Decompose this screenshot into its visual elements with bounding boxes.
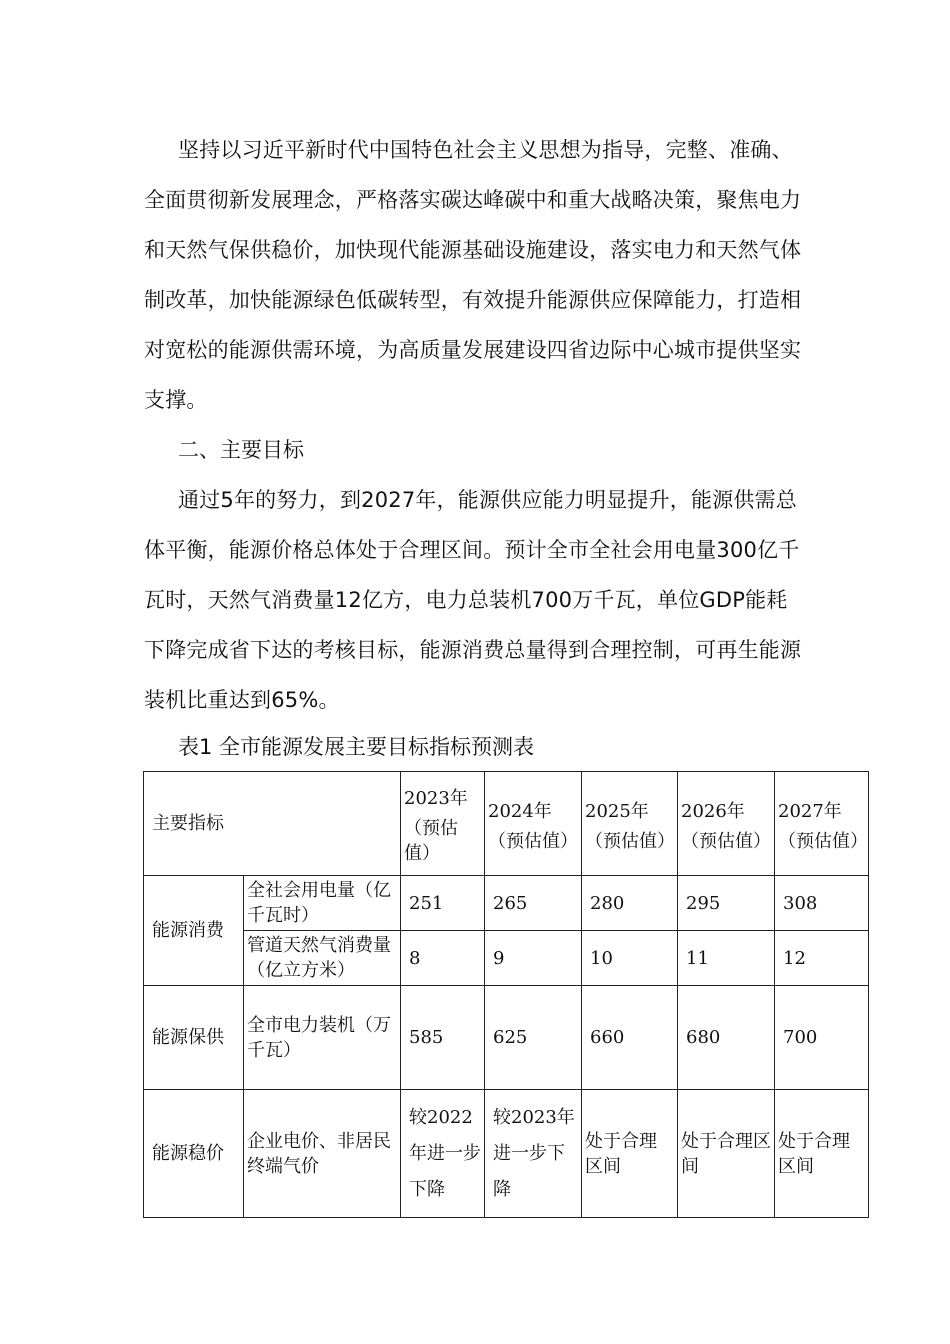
value-cell: 处于合理区间 [775,1090,869,1218]
year-label: 2024年 [488,800,552,822]
value-cell: 680 [678,986,775,1090]
value-cell: 660 [582,986,678,1090]
estimate-label: （预估值） [585,830,675,852]
table-row-gas [144,931,869,986]
estimate-label: （预估值） [488,830,578,852]
row-label-capacity: 全市电力装机（万千瓦） [244,986,401,1090]
value-cell: 12 [775,931,869,986]
category-energy-supply: 能源保供 [144,986,244,1090]
value-cell: 700 [775,986,869,1090]
value-cell: 较2023年进一步下降 [485,1090,582,1218]
header-year-2024 [485,772,582,876]
row-label-electricity: 全社会用电量（亿千瓦时） [244,876,401,931]
year-label: 2027年 [778,800,842,822]
value-cell: 10 [582,931,678,986]
value-cell: 较2022年进一步下降 [401,1090,485,1218]
value-cell: 295 [678,876,775,931]
table-caption: 表1 全市能源发展主要目标指标预测表 [178,735,535,759]
value-cell: 265 [485,876,582,931]
value-cell: 11 [678,931,775,986]
value-cell: 280 [582,876,678,931]
row-label-price: 企业电价、非居民终端气价 [244,1090,401,1218]
year-label: 2023年 [404,788,468,809]
table-row-price [144,1090,869,1218]
energy-targets-table [143,771,869,1218]
table-header-row [144,772,869,876]
guiding-paragraph: 坚持以习近平新时代中国特色社会主义思想为指导，完整、准确、全面贯彻新发展理念，严格落实碳达峰碳中和重大战略决策，聚焦电力和天然气保供稳价，加快现代能源基础设施建设，落实电力和天然气体制改革，加快能源绿色低碳转型，有效提升能源供应保障能力，打造相对宽松的能源供需环境，为高质量发展建设四省边际中心城市提供坚实支撑。 [144,138,802,412]
header-year-2027 [775,772,869,876]
table-row-electricity [144,876,869,931]
category-energy-price: 能源稳价 [144,1090,244,1218]
value-cell: 585 [401,986,485,1090]
value-cell: 308 [775,876,869,931]
value-cell: 处于合理区间 [582,1090,678,1218]
header-year-2025 [582,772,678,876]
value-cell: 处于合理区间 [678,1090,775,1218]
estimate-label: （预估值） [681,830,771,852]
category-energy-consumption: 能源消费 [144,876,244,986]
value-cell: 8 [401,931,485,986]
year-label: 2025年 [585,800,649,822]
header-main-indicator: 主要指标 [144,772,401,876]
section-heading-main-targets: 二、主要目标 [178,438,304,462]
year-label: 2026年 [681,800,745,822]
table-row-capacity [144,986,869,1090]
targets-paragraph: 通过5年的努力，到2027年，能源供应能力明显提升，能源供需总体平衡，能源价格总体处于合理区间。预计全市全社会用电量300亿千瓦时，天然气消费量12亿方，电力总装机700万千瓦，单位GDP能耗下降完成省下达的考核目标，能源消费总量得到合理控制，可再生能源装机比重达到65%。 [144,488,802,712]
value-cell: 625 [485,986,582,1090]
row-label-gas: 管道天然气消费量（亿立方米） [244,931,401,986]
header-year-2026 [678,772,775,876]
value-cell: 251 [401,876,485,931]
header-year-2023 [401,772,485,876]
estimate-label: （预估值） [778,830,868,852]
estimate-label: （预估值） [404,818,458,864]
value-cell: 9 [485,931,582,986]
